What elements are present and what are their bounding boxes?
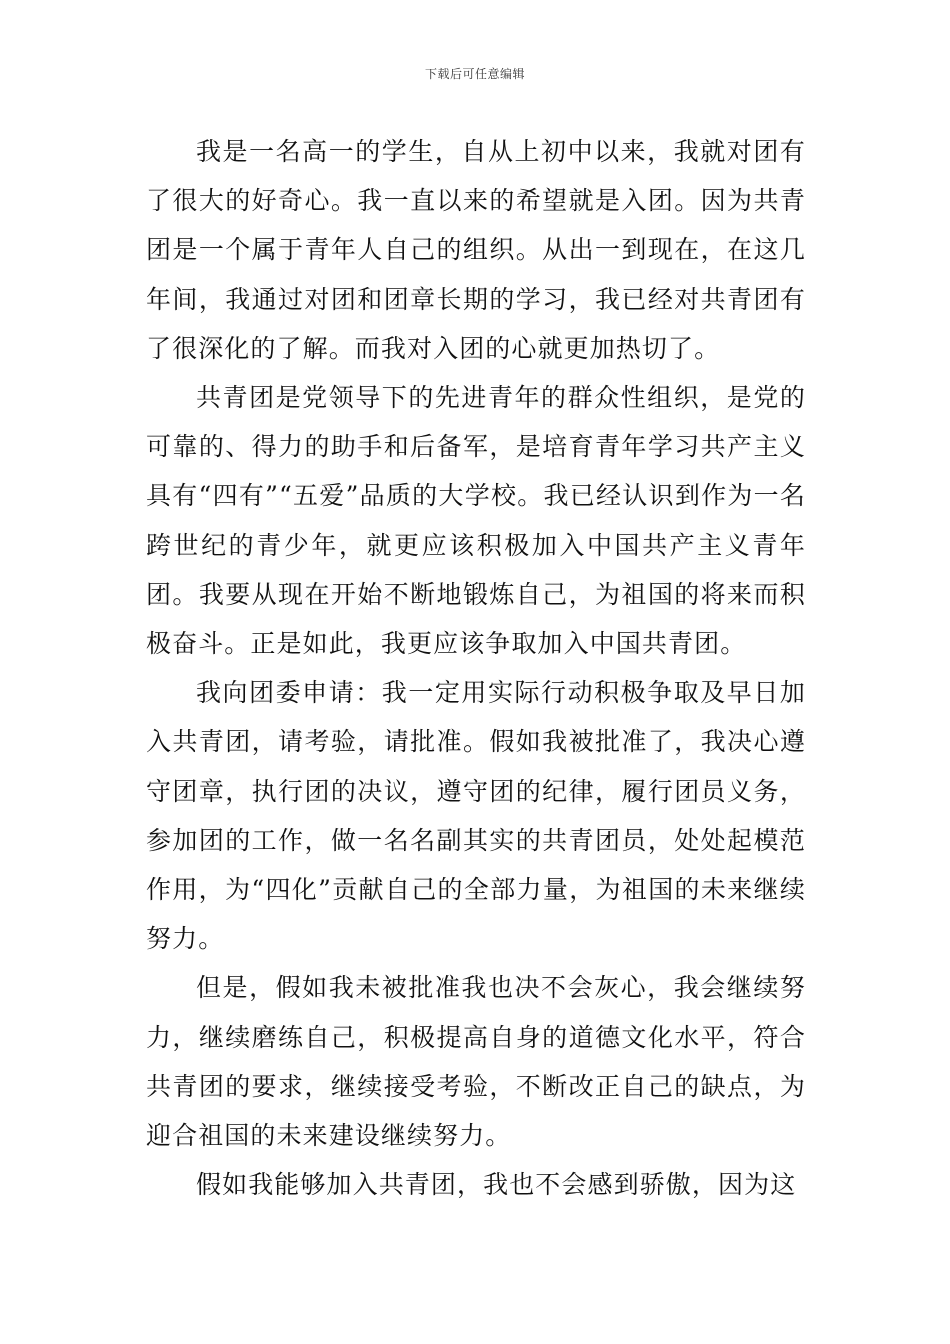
paragraph-3: 我向团委申请：我一定用实际行动积极争取及早日加入共青团，请考验，请批准。假如我被批准了，我决心遵守团章，执行团的决议，遵守团的纪律，履行团员义务，参加团的工作，做一名名副其实的共青团员，处处起模范作用，为“四化”贡献自己的全部力量，为祖国的未来继续努力。 [146, 678, 806, 954]
paragraph-2: 共青团是党领导下的先进青年的群众性组织，是党的可靠的、得力的助手和后备军，是培育青年学习共产主义具有“四有”“五爱”品质的大学校。我已经认识到作为一名跨世纪的青少年，就更应该积极加入中国共产主义青年团。我要从现在开始不断地锻炼自己，为祖国的将来而积极奋斗。正是如此，我更应该争取加入中国共青团。 [146, 383, 806, 659]
header-note: 下载后可任意编辑 [424, 67, 525, 81]
paragraph-4: 但是，假如我未被批准我也决不会灰心，我会继续努力，继续磨练自己，积极提高自身的道德文化水平，符合共青团的要求，继续接受考验，不断改正自己的缺点，为迎合祖国的未来建设继续努力。 [146, 973, 806, 1151]
paragraph-1: 我是一名高一的学生，自从上初中以来，我就对团有了很大的好奇心。我一直以来的希望就是入团。因为共青团是一个属于青年人自己的组织。从出一到现在，在这几年间，我通过对团和团章长期的学习，我已经对共青团有了很深化的了解。而我对入团的心就更加热切了。 [146, 137, 806, 363]
document-body [146, 127, 806, 1209]
paragraph-5: 假如我能够加入共青团，我也不会感到骄傲，因为这 [196, 1170, 797, 1200]
